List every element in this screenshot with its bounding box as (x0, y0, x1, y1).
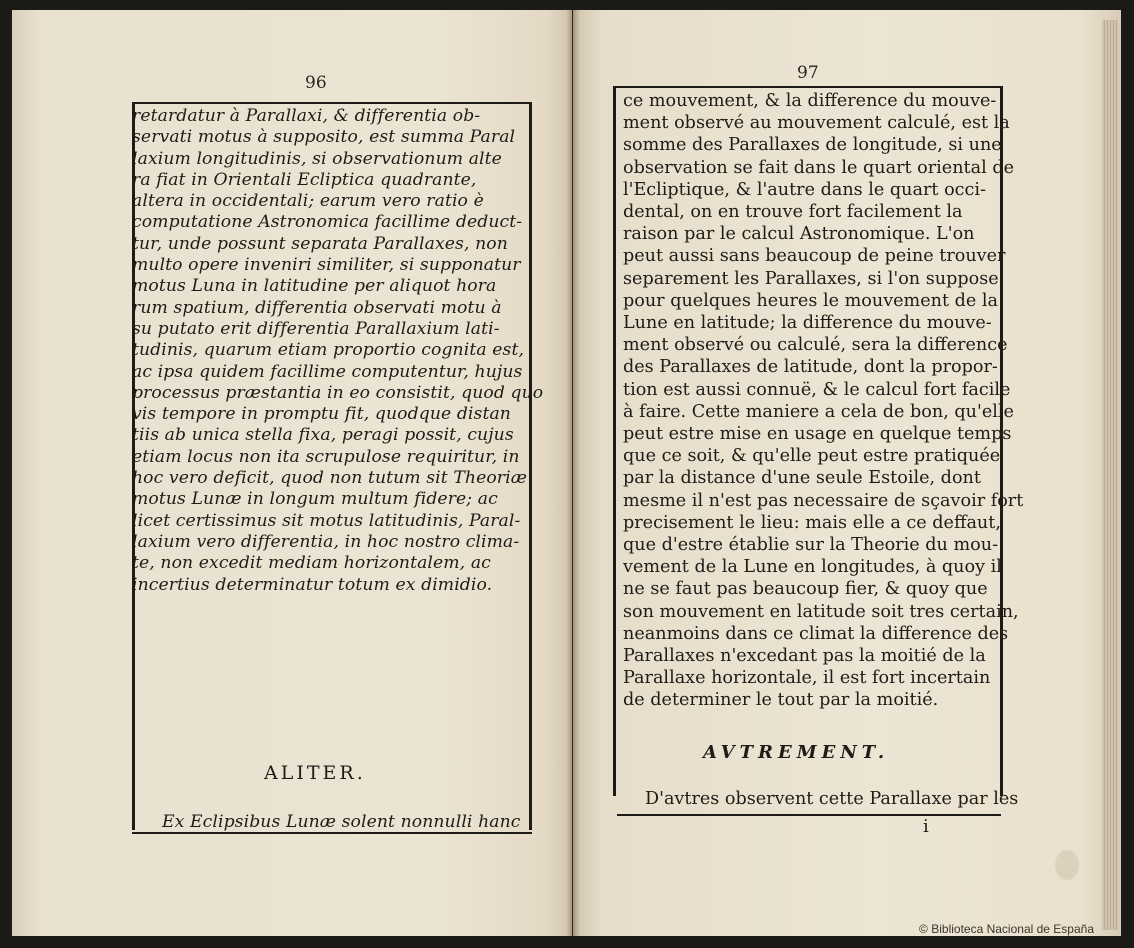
text-line: vement de la Lune en longitudes, à quoy il (623, 557, 1002, 578)
text-line: dental, on en trouve fort facilement la (623, 202, 963, 223)
text-line: D'avtres observent cette Parallaxe par les (645, 789, 1019, 809)
text-line: ra fiat in Orientali Ecliptica quadrante, (132, 169, 477, 190)
text-line: tudinis, quarum etiam proportio cognita est, (132, 340, 525, 361)
text-line: tur, unde possunt separata Parallaxes, non (132, 233, 508, 254)
text-line: motus Luna in latitudine per aliquot hora (132, 276, 497, 297)
text-line: hoc vero deficit, quod non tutum sit Theoriæ (132, 468, 527, 489)
text-line: separement les Parallaxes, si l'on suppose (623, 268, 999, 289)
text-line: son mouvement en latitude soit tres certain, (623, 601, 1019, 622)
text-line: servati motus à supposito, est summa Paral (132, 127, 516, 148)
text-line: incertius determinatur totum ex dimidio. (132, 574, 493, 595)
text-line: multo opere inveniri similiter, si supponatur (132, 255, 521, 276)
text-line: retardatur à Parallaxi, & differentia ob- (132, 106, 481, 126)
text-line: ment observé au mouvement calculé, est la (623, 113, 1010, 134)
text-line: tion est aussi connuë, & le calcul fort facile (623, 379, 1011, 400)
page-edges (1102, 20, 1118, 930)
signature-mark: i (923, 816, 929, 837)
text-line: par la distance d'une seule Estoile, dont (623, 468, 981, 489)
last-line-left (162, 812, 520, 833)
text-line: etiam locus non ita scrupulose requiritur, in (132, 446, 520, 467)
text-line: somme des Parallaxes de longitude, si une (623, 135, 1002, 156)
page-number-left: 96 (305, 73, 327, 93)
section-heading-left: ALITER. (264, 762, 366, 784)
text-line: altera in occidentali; earum vero ratio è (132, 191, 484, 212)
text-line: computatione Astronomica facillime deduct- (132, 212, 523, 233)
text-line: Lune en latitude; la difference du mouve- (623, 313, 992, 334)
text-line: laxium longitudinis, si observationum alte (132, 148, 502, 169)
text-line: ne se faut pas beaucoup fier, & quoy que (623, 579, 988, 600)
section-heading-right: AVTREMENT. (703, 742, 890, 763)
last-line-right (645, 788, 1018, 810)
text-line: observation se fait dans le quart oriental de (623, 157, 1014, 178)
text-line: licet certissimus sit motus latitudinis, Paral- (132, 510, 521, 531)
right-page (573, 10, 1121, 936)
text-line: laxium vero differentia, in hoc nostro clima- (132, 531, 520, 552)
text-line: processus præstantia in eo consistit, quod quo (132, 382, 544, 403)
text-line: Parallaxes n'excedant pas la moitié de la (623, 646, 986, 667)
text-line: raison par le calcul Astronomique. L'on (623, 224, 975, 245)
text-line: ac ipsa quidem facillime computentur, hujus (132, 361, 523, 382)
text-line: te, non excedit mediam horizontalem, ac (132, 553, 491, 574)
text-line: l'Ecliptique, & l'autre dans le quart occi- (623, 179, 986, 200)
text-line: Ex Eclipsibus Lunæ solent nonnulli hanc (162, 812, 521, 832)
text-line: peut estre mise en usage en quelque temps (623, 424, 1012, 445)
text-line: que ce soit, & qu'elle peut estre pratiquée (623, 446, 1001, 467)
paper-stain (1055, 850, 1079, 880)
text-line: precisement le lieu: mais elle a ce deffaut, (623, 512, 1001, 533)
text-line: vis tempore in promptu fit, quodque distan (132, 404, 511, 425)
text-line: que d'estre établie sur la Theorie du mou- (623, 535, 999, 556)
french-text-block (623, 90, 1023, 712)
text-line: tiis ab unica stella fixa, peragi possit, cujus (132, 425, 514, 446)
text-line: neanmoins dans ce climat la difference des (623, 623, 1009, 644)
text-line: de determiner le tout par la moitié. (623, 690, 939, 711)
text-line: motus Lunæ in longum multum fidere; ac (132, 489, 498, 510)
left-page (12, 10, 572, 936)
text-line: su putato erit differentia Parallaxium lati- (132, 318, 500, 339)
text-line: peut aussi sans beaucoup de peine trouver (623, 246, 1006, 267)
text-line: à faire. Cette maniere a cela de bon, qu'elle (623, 401, 1014, 422)
latin-text-block (132, 106, 543, 596)
book-gutter (566, 10, 580, 936)
text-line: ce mouvement, & la difference du mouve- (623, 91, 997, 111)
text-line: Parallaxe horizontale, il est fort incertain (623, 668, 991, 689)
library-credit: © Biblioteca Nacional de España (919, 922, 1094, 936)
text-line: des Parallaxes de latitude, dont la propor- (623, 357, 998, 378)
text-line: rum spatium, differentia observati motu à (132, 297, 502, 318)
bottom-rule-right (617, 814, 1001, 816)
text-line: mesme il n'est pas necessaire de sçavoir fort (623, 490, 1024, 511)
text-line: ment observé ou calculé, sera la difference (623, 335, 1008, 356)
page-number-right: 97 (797, 63, 819, 83)
text-line: pour quelques heures le mouvement de la (623, 290, 999, 311)
